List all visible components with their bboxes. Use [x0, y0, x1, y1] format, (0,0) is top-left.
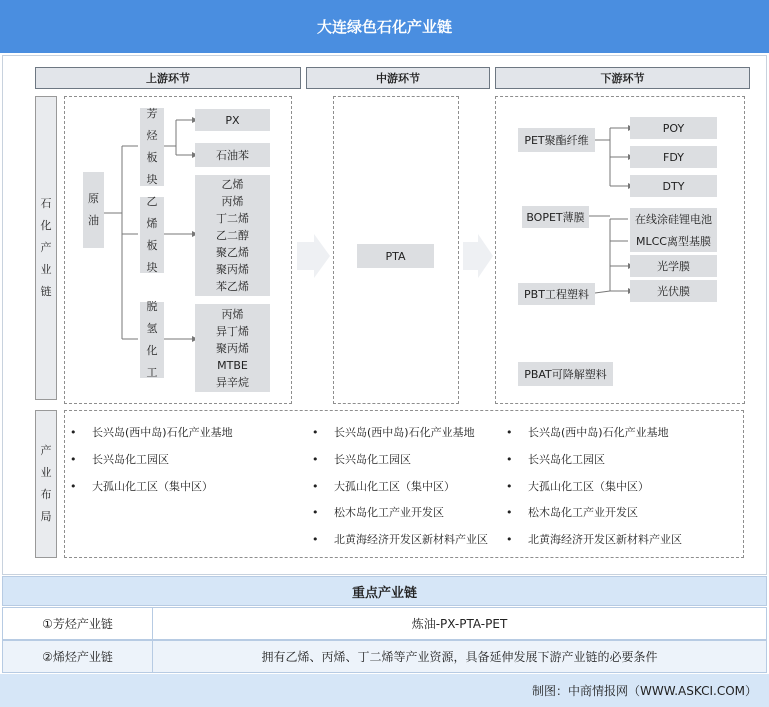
layout-midstream-item: • 大孤山化工区（集中区）	[312, 480, 455, 493]
dehydro-label: 脱氢化工	[146, 300, 158, 379]
dehydro-box	[140, 302, 164, 378]
pbt-box: PBT工程塑料	[518, 283, 595, 305]
layout-downstream-item: • 长兴岛(西中岛)石化产业基地	[506, 426, 669, 439]
key-chains-title: 重点产业链	[2, 576, 767, 606]
fdy-box: FDY	[630, 146, 717, 168]
olefins-product: 乙二醇	[216, 229, 249, 242]
footer-credit: 制图：中商情报网（WWW.ASKCI.COM）	[0, 674, 769, 707]
row-label-chain-text: 石化产业链	[40, 197, 52, 298]
olefins-box	[140, 197, 164, 273]
layout-midstream-item: • 长兴岛化工园区	[312, 453, 411, 466]
layout-upstream-item: • 长兴岛化工园区	[70, 453, 169, 466]
pet-box: PET聚酯纤维	[518, 128, 595, 152]
layout-downstream-item: • 大孤山化工区（集中区）	[506, 480, 649, 493]
key-chain-label: ②烯烃产业链	[3, 641, 153, 672]
olefins-label: 乙烯板块	[146, 195, 158, 274]
downstream-header: 下游环节	[495, 67, 750, 89]
olefins-product: 丁二烯	[216, 212, 249, 225]
dehydro-product: MTBE	[217, 358, 248, 372]
row-label-layout-text: 产业布局	[40, 444, 52, 523]
row-label-chain	[35, 96, 57, 400]
olefins-product: 苯乙烯	[216, 280, 249, 293]
page-title: 大连绿色石化产业链	[0, 0, 769, 53]
layout-midstream-item: • 长兴岛(西中岛)石化产业基地	[312, 426, 475, 439]
layout-downstream-item: • 长兴岛化工园区	[506, 453, 605, 466]
mlcc-film-box: MLCC离型基膜	[630, 230, 717, 252]
bopet-box: BOPET薄膜	[522, 206, 589, 228]
olefins-product: 丙烯	[221, 195, 244, 208]
olefins-products-box	[195, 175, 270, 296]
dehydro-product: 聚丙烯	[216, 341, 249, 355]
layout-midstream-item: • 松木岛化工产业开发区	[312, 506, 444, 519]
dehydro-products-box	[195, 304, 270, 392]
midstream-header: 中游环节	[306, 67, 490, 89]
upstream-header: 上游环节	[35, 67, 301, 89]
key-chain-content: 炼油-PX-PTA-PET	[411, 617, 508, 631]
optical-film-box: 光学膜	[630, 255, 717, 277]
row-label-layout	[35, 410, 57, 558]
pta-box: PTA	[357, 244, 434, 268]
key-chain-row	[2, 607, 767, 640]
key-chain-row	[2, 640, 767, 673]
dty-box: DTY	[630, 175, 717, 197]
dehydro-product: 异辛烷	[216, 375, 249, 389]
pv-film-box: 光伏膜	[630, 280, 717, 302]
layout-downstream-item: • 北黄海经济开发区新材料产业区	[506, 533, 682, 546]
poy-box: POY	[630, 117, 717, 139]
olefins-product: 聚丙烯	[216, 263, 249, 276]
olefins-product: 聚乙烯	[216, 246, 249, 259]
dehydro-product: 丙烯	[221, 307, 244, 321]
px-box: PX	[195, 109, 270, 131]
olefins-product: 乙烯	[221, 178, 244, 191]
key-chain-label: ①芳烃产业链	[3, 608, 153, 639]
lithium-film-box: 在线涂硅锂电池	[630, 208, 717, 230]
layout-upstream-item: • 大孤山化工区（集中区）	[70, 480, 213, 493]
aromatics-box	[140, 108, 164, 186]
layout-upstream-item: • 长兴岛(西中岛)石化产业基地	[70, 426, 233, 439]
aromatics-label: 芳烃板块	[146, 107, 158, 186]
dehydro-product: 异丁烯	[216, 324, 249, 338]
benzene-box: 石油苯	[195, 143, 270, 167]
pbat-box: PBAT可降解塑料	[518, 362, 613, 386]
crude-oil-label: 原油	[88, 192, 99, 227]
crude-oil-box	[83, 172, 104, 248]
layout-downstream-item: • 松木岛化工产业开发区	[506, 506, 638, 519]
layout-midstream-item: • 北黄海经济开发区新材料产业区	[312, 533, 488, 546]
key-chain-content: 拥有乙烯、丙烯、丁二烯等产业资源，具备延伸发展下游产业链的必要条件	[261, 650, 658, 664]
